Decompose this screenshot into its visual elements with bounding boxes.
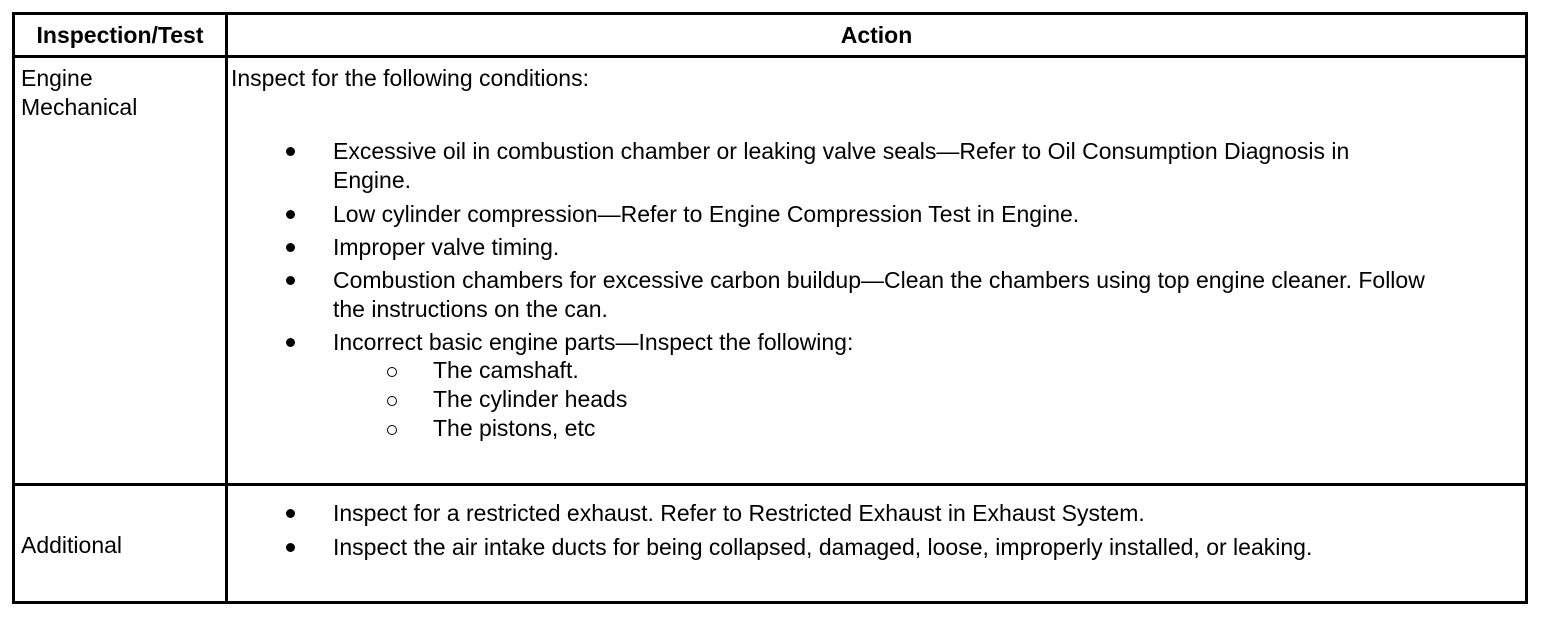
header-divider — [15, 55, 1525, 58]
list-item: Inspect for a restricted exhaust. Refer to Restricted Exhaust in Exhaust System. — [333, 500, 1145, 526]
list-item: Low cylinder compression—Refer to Engine Compression Test in Engine. — [333, 201, 1080, 227]
header-action: Action — [840, 21, 913, 48]
sub-bullet-icon — [387, 396, 397, 406]
list-item: Improper valve timing. — [333, 234, 560, 260]
bullet-icon — [286, 243, 295, 252]
sub-list-item: The pistons, etc — [433, 415, 596, 441]
sub-bullet-icon — [387, 367, 397, 377]
sub-bullet-icon — [387, 425, 397, 435]
sub-list-item: The cylinder heads — [433, 386, 628, 412]
list-item: Incorrect basic engine parts—Inspect the following: — [333, 329, 854, 355]
bullet-icon — [286, 338, 295, 347]
bullet-icon — [286, 543, 295, 552]
list-item: Combustion chambers for excessive carbon buildup—Clean the chambers using top engine cleaner. Follow the instructions on the can. — [333, 267, 1425, 322]
bullet-icon — [286, 147, 295, 156]
header-inspection-test: Inspection/Test — [36, 21, 204, 48]
row-label-engine-mechanical: Engine Mechanical — [21, 65, 138, 120]
list-item: Inspect the air intake ducts for being collapsed, damaged, loose, improperly installed, or leaking. — [333, 534, 1313, 560]
sub-list-item: The camshaft. — [433, 357, 579, 383]
bullet-icon — [286, 276, 295, 285]
column-divider — [225, 15, 228, 601]
list-item: Excessive oil in combustion chamber or leaking valve seals—Refer to Oil Consumption Diagnosis in Engine. — [333, 138, 1350, 193]
row-label-additional: Additional — [21, 532, 123, 558]
bullet-icon — [286, 210, 295, 219]
bullet-icon — [286, 509, 295, 518]
row-divider — [15, 483, 1525, 486]
diagnostic-table — [12, 12, 1528, 604]
row-intro-text: Inspect for the following conditions: — [231, 65, 589, 91]
